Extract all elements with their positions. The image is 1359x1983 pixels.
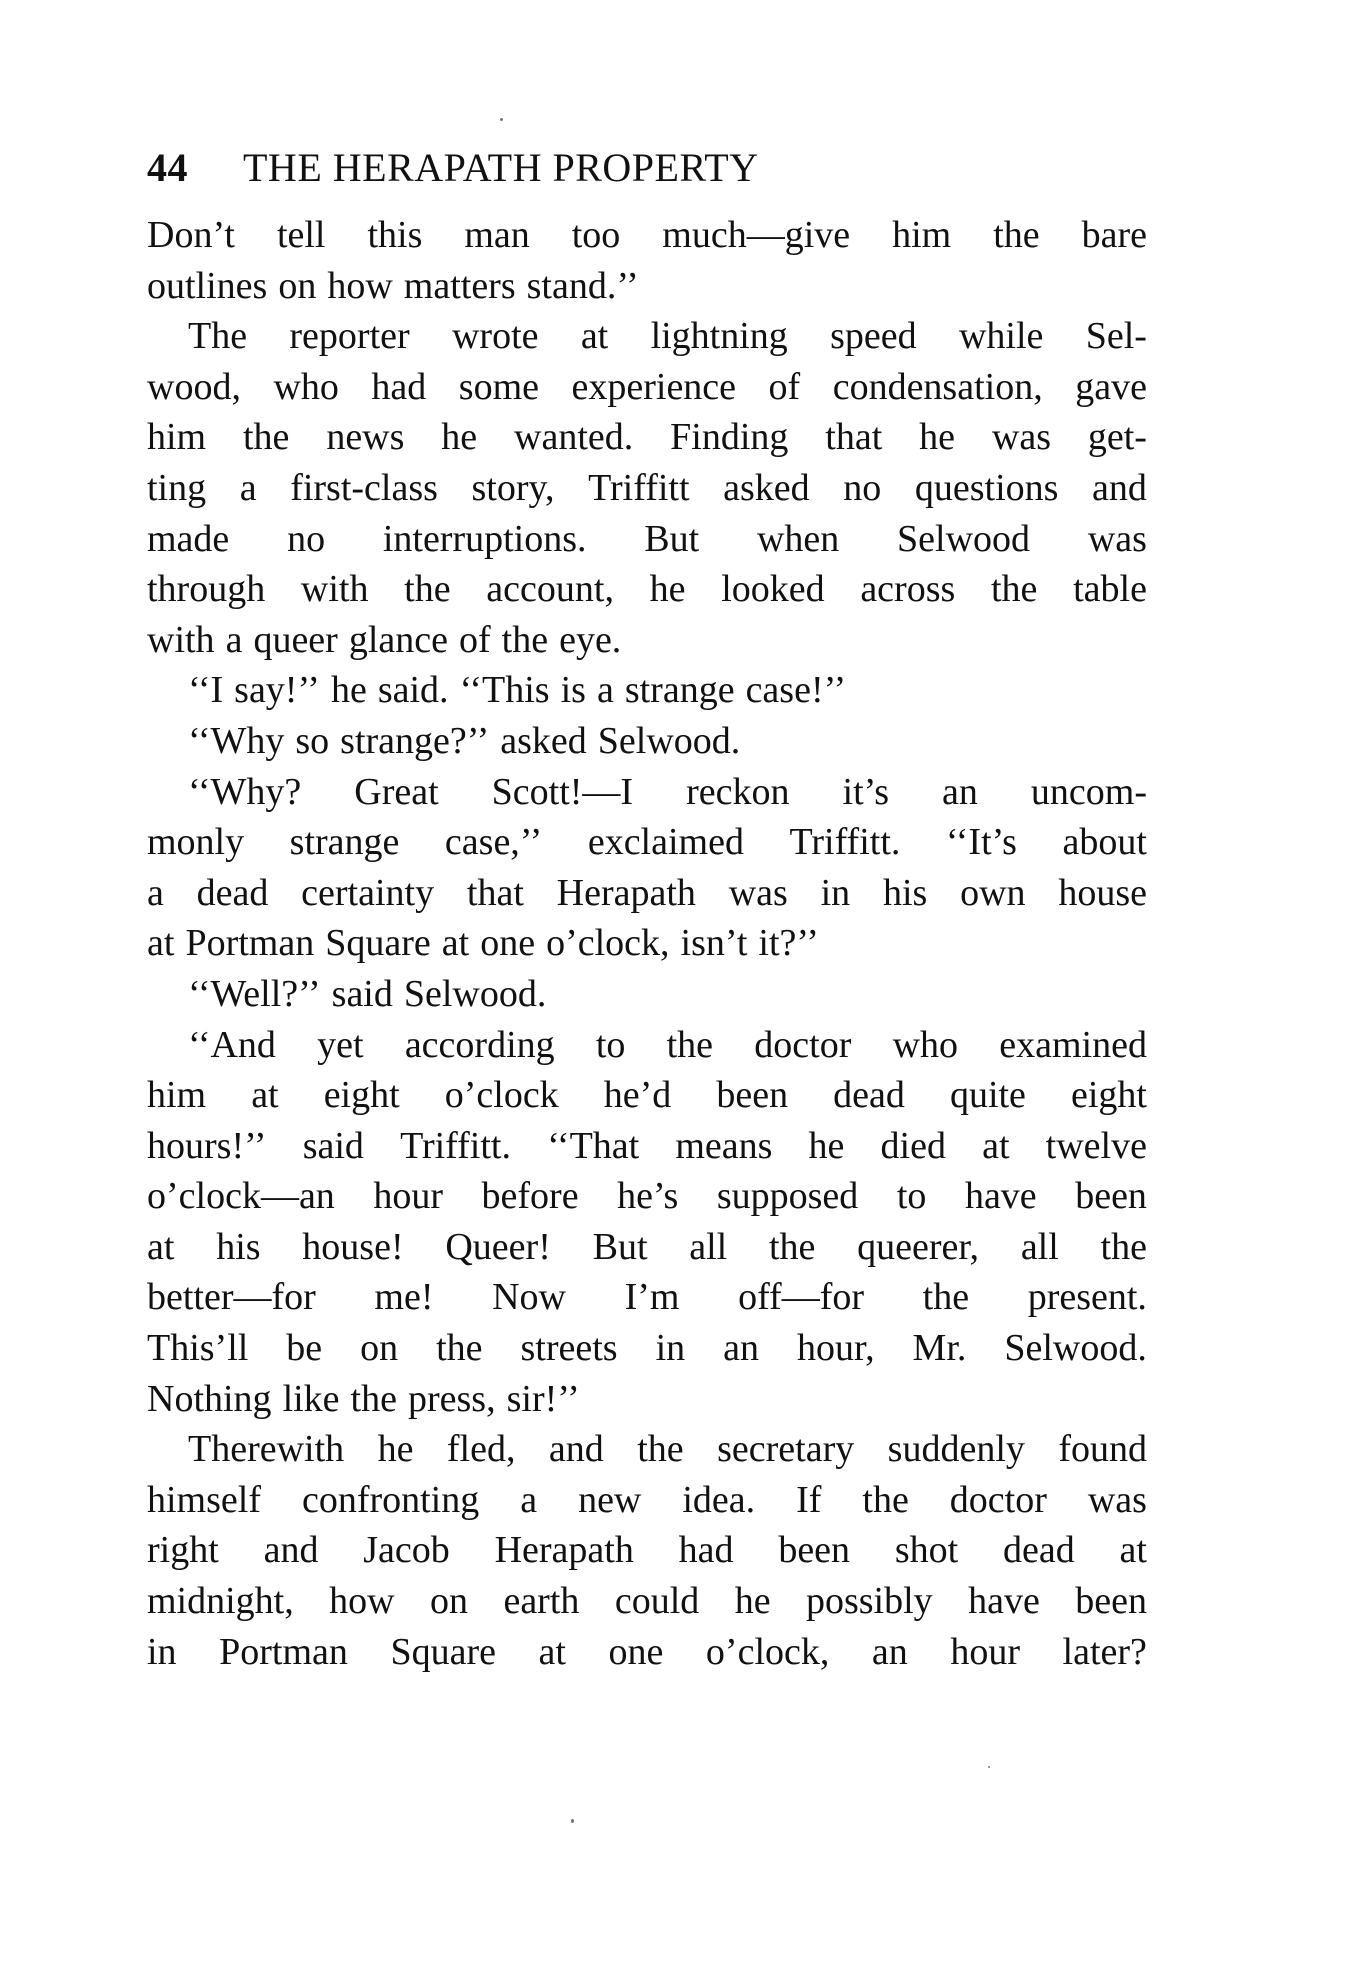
word: with: [147, 618, 215, 661]
word: this: [367, 214, 423, 256]
word: the: [993, 214, 1040, 256]
word: himself: [147, 1478, 261, 1521]
page-number: 44: [147, 145, 188, 190]
word: about: [1062, 821, 1147, 864]
print-speck: [988, 1766, 990, 1768]
word: But: [592, 1225, 648, 1268]
word: uncom-: [1030, 770, 1147, 813]
word: get-: [1087, 416, 1147, 459]
word: how: [327, 264, 393, 307]
word: looked: [721, 568, 825, 611]
word: story,: [471, 466, 555, 509]
word: hour: [950, 1630, 1020, 1673]
word: the: [990, 568, 1038, 611]
word: Triffitt: [588, 466, 690, 509]
word: much—give: [662, 214, 851, 256]
word: Queer!: [445, 1225, 551, 1268]
body-text: [147, 210, 1147, 1677]
word: to: [896, 1175, 927, 1218]
word: Don’t: [147, 214, 235, 256]
word: with: [300, 568, 369, 611]
word: died: [880, 1124, 946, 1167]
word: through: [147, 568, 266, 611]
word: across: [860, 568, 956, 611]
word: case,’’: [444, 821, 543, 864]
word: on: [278, 264, 317, 307]
word: it?’’: [758, 922, 819, 965]
word: possibly: [805, 1580, 933, 1623]
word: reckon: [686, 770, 790, 813]
word: he: [330, 669, 367, 712]
word: ‘‘Why: [188, 719, 285, 762]
word: o’clock: [444, 1074, 559, 1117]
word: the: [501, 618, 549, 661]
word: streets: [520, 1327, 618, 1370]
word: eight: [1070, 1074, 1147, 1117]
word: at: [538, 1630, 566, 1673]
word: was: [1087, 517, 1147, 560]
word: no: [843, 466, 882, 509]
word: the: [666, 1023, 714, 1066]
word: an: [942, 770, 978, 813]
word: a: [225, 618, 243, 661]
word: ‘‘Well?’’: [188, 972, 321, 1015]
word: hour,: [796, 1327, 875, 1370]
word: and: [548, 1428, 604, 1471]
word: too: [571, 214, 621, 256]
word: the: [436, 1327, 483, 1370]
text-line: [147, 1171, 1147, 1222]
text-line: [147, 1627, 1147, 1678]
word: Selwood.: [1004, 1327, 1147, 1370]
text-line: [147, 1070, 1147, 1121]
word: he’d: [603, 1074, 672, 1117]
word: made: [147, 517, 230, 560]
word: so: [295, 719, 330, 762]
word: later?: [1062, 1630, 1147, 1673]
word: at: [580, 315, 609, 358]
word: in: [655, 1327, 686, 1370]
word: Square: [325, 922, 431, 965]
word: ‘‘That: [547, 1124, 640, 1167]
text-line: [147, 362, 1147, 413]
word: outlines: [147, 264, 268, 307]
word: o’clock,: [705, 1630, 830, 1673]
word: fled,: [446, 1428, 516, 1471]
word: account,: [486, 568, 614, 611]
word: Selwood.: [597, 719, 741, 762]
word: Great: [354, 770, 439, 813]
word: midnight,: [147, 1580, 294, 1623]
word: ‘‘This: [459, 669, 550, 712]
word: was: [728, 871, 788, 914]
word: better—for: [147, 1276, 316, 1319]
text-line: [147, 1475, 1147, 1526]
word: a: [520, 1478, 538, 1521]
word: an: [871, 1630, 908, 1673]
word: queer: [253, 618, 338, 661]
word: yet: [317, 1023, 364, 1066]
word: Portman: [185, 922, 315, 965]
word: him: [147, 416, 207, 459]
word: when: [756, 517, 840, 560]
word: at: [251, 1074, 279, 1117]
text-line: [147, 969, 1147, 1020]
word: The: [188, 315, 248, 358]
word: he: [734, 1580, 771, 1623]
word: If: [796, 1478, 822, 1521]
word: ting: [147, 466, 207, 509]
text-line: [147, 1323, 1147, 1374]
word: on: [360, 1327, 399, 1370]
word: been: [716, 1074, 789, 1117]
word: a: [147, 871, 164, 914]
word: while: [958, 315, 1044, 358]
text-line: [147, 412, 1147, 463]
word: But: [644, 517, 700, 560]
word: experience: [571, 365, 737, 408]
word: be: [286, 1327, 323, 1370]
word: eight: [323, 1074, 400, 1117]
word: lightning: [650, 315, 788, 358]
word: Portman: [219, 1630, 348, 1673]
word: in: [147, 1630, 177, 1673]
word: man: [464, 214, 530, 256]
word: Finding: [670, 416, 789, 459]
word: monly: [147, 821, 245, 864]
word: gave: [1075, 365, 1147, 408]
word: Herapath: [556, 871, 696, 914]
text-line: [147, 514, 1147, 565]
word: speed: [830, 315, 917, 358]
word: on: [430, 1580, 469, 1623]
word: asked: [500, 719, 587, 762]
word: queerer,: [857, 1225, 980, 1268]
word: he: [377, 1428, 414, 1471]
word: been: [1075, 1580, 1147, 1623]
text-line: [147, 1121, 1147, 1172]
word: idea.: [682, 1478, 756, 1521]
word: had: [678, 1529, 734, 1572]
text-line: [147, 1525, 1147, 1576]
text-line: [147, 918, 1147, 969]
word: hours!’’: [147, 1124, 267, 1167]
word: quite: [949, 1074, 1026, 1117]
word: me!: [374, 1276, 434, 1319]
word: present.: [1027, 1276, 1147, 1319]
word: it’s: [842, 770, 889, 813]
word: the: [922, 1276, 970, 1319]
print-speck: [500, 118, 503, 121]
word: the: [350, 1377, 397, 1420]
word: the: [243, 416, 290, 459]
word: according: [404, 1023, 555, 1066]
word: of: [458, 618, 491, 661]
text-line: [147, 615, 1147, 666]
text-line: [147, 311, 1147, 362]
word: the: [637, 1428, 684, 1471]
word: some: [458, 365, 539, 408]
word: before: [481, 1175, 579, 1218]
word: a: [596, 669, 614, 712]
word: he: [441, 416, 478, 459]
word: confronting: [301, 1478, 480, 1521]
word: he: [649, 568, 686, 611]
word: his: [882, 871, 928, 914]
word: strange: [624, 669, 735, 712]
word: he’s: [617, 1175, 679, 1218]
word: examined: [999, 1023, 1147, 1066]
word: is: [560, 669, 586, 712]
word: who: [892, 1023, 959, 1066]
word: said.: [377, 669, 449, 712]
word: wood,: [147, 365, 241, 408]
word: no: [287, 517, 326, 560]
word: eye.: [559, 618, 622, 661]
word: Nothing: [147, 1377, 272, 1420]
word: been: [1075, 1175, 1147, 1218]
word: new: [578, 1478, 642, 1521]
word: table: [1073, 568, 1147, 611]
text-line: [147, 1020, 1147, 1071]
word: in: [820, 871, 851, 914]
word: he: [808, 1124, 845, 1167]
word: sir!’’: [506, 1377, 580, 1420]
word: matters: [403, 264, 516, 307]
word: that: [825, 416, 883, 459]
word: strange?’’: [340, 719, 490, 762]
word: means: [675, 1124, 773, 1167]
word: the: [862, 1478, 909, 1521]
word: reporter: [289, 315, 410, 358]
word: was: [991, 416, 1051, 459]
word: doctor: [754, 1023, 852, 1066]
word: was: [1087, 1478, 1147, 1521]
text-line: [147, 817, 1147, 868]
word: twelve: [1045, 1124, 1147, 1167]
word: Jacob: [363, 1529, 450, 1572]
word: wanted.: [514, 416, 634, 459]
word: own: [960, 871, 1026, 914]
word: who: [273, 365, 339, 408]
text-line: [147, 767, 1147, 818]
text-line: [147, 868, 1147, 919]
word: This’ll: [147, 1327, 249, 1370]
text-line: [147, 1424, 1147, 1475]
word: doctor: [949, 1478, 1047, 1521]
word: Triffitt.: [789, 821, 901, 864]
word: that: [466, 871, 524, 914]
word: supposed: [716, 1175, 859, 1218]
word: o’clock,: [546, 922, 670, 965]
word: found: [1058, 1428, 1147, 1471]
word: said: [331, 972, 393, 1015]
word: Square: [390, 1630, 496, 1673]
word: case!’’: [745, 669, 847, 712]
running-title: THE HERAPATH PROPERTY: [243, 145, 759, 190]
word: off—for: [738, 1276, 865, 1319]
word: like: [282, 1377, 340, 1420]
word: been: [778, 1529, 851, 1572]
word: asked: [723, 466, 810, 509]
word: could: [614, 1580, 700, 1623]
word: Selwood.: [403, 972, 547, 1015]
word: him: [892, 214, 952, 256]
word: condensation,: [832, 365, 1043, 408]
word: one: [608, 1630, 664, 1673]
text-line: [147, 716, 1147, 767]
word: dead: [833, 1074, 905, 1117]
text-line: [147, 210, 1147, 261]
running-head: [147, 138, 1147, 198]
word: tell: [276, 214, 326, 256]
word: ‘‘I: [188, 669, 224, 712]
word: an: [723, 1327, 759, 1370]
text-line: [147, 1576, 1147, 1627]
word: the: [1100, 1225, 1147, 1268]
word: stand.’’: [526, 264, 639, 307]
word: of: [768, 365, 801, 408]
word: his: [216, 1225, 261, 1268]
word: dead: [196, 871, 269, 914]
text-line: [147, 665, 1147, 716]
word: shot: [894, 1529, 959, 1572]
word: wrote: [451, 315, 539, 358]
word: all: [689, 1225, 728, 1268]
word: at: [441, 922, 470, 965]
word: at: [1119, 1529, 1147, 1572]
word: strange: [289, 821, 400, 864]
word: certainty: [301, 871, 435, 914]
word: Herapath: [494, 1529, 634, 1572]
text-line: [147, 463, 1147, 514]
print-speck: [571, 1819, 574, 1823]
word: house!: [302, 1225, 404, 1268]
word: said: [302, 1124, 364, 1167]
word: say!’’: [234, 669, 320, 712]
text-line: [147, 564, 1147, 615]
word: to: [595, 1023, 626, 1066]
word: Selwood: [897, 517, 1031, 560]
word: the: [404, 568, 451, 611]
word: he: [919, 416, 956, 459]
word: earth: [503, 1580, 580, 1623]
word: ‘‘Why?: [188, 770, 302, 813]
word: press,: [407, 1377, 496, 1420]
word: him: [147, 1074, 207, 1117]
word: have: [968, 1580, 1040, 1623]
word: questions: [914, 466, 1059, 509]
word: the: [768, 1225, 816, 1268]
text-line: [147, 1374, 1147, 1425]
word: house: [1058, 871, 1147, 914]
word: o’clock—an: [147, 1175, 335, 1218]
word: hour: [373, 1175, 443, 1218]
word: ‘‘And: [188, 1023, 276, 1066]
word: suddenly: [887, 1428, 1025, 1471]
word: have: [964, 1175, 1037, 1218]
word: at: [982, 1124, 1010, 1167]
word: all: [1020, 1225, 1059, 1268]
word: and: [1092, 466, 1147, 509]
word: one: [480, 922, 536, 965]
word: exclaimed: [587, 821, 744, 864]
word: secretary: [717, 1428, 855, 1471]
word: at: [147, 922, 175, 965]
word: Mr.: [912, 1327, 967, 1370]
word: I’m: [624, 1276, 680, 1319]
text-line: [147, 1272, 1147, 1323]
word: news: [326, 416, 405, 459]
word: a: [239, 466, 257, 509]
word: how: [329, 1580, 395, 1623]
word: Therewith: [188, 1428, 345, 1471]
word: and: [263, 1529, 319, 1572]
word: Triffitt.: [400, 1124, 511, 1167]
word: interruptions.: [382, 517, 587, 560]
word: Scott!—I: [491, 770, 634, 813]
word: Sel-: [1085, 315, 1147, 358]
word: first-class: [290, 466, 438, 509]
word: at: [147, 1225, 175, 1268]
text-line: [147, 1222, 1147, 1273]
word: bare: [1081, 214, 1147, 256]
word: ‘‘It’s: [945, 821, 1017, 864]
word: isn’t: [680, 922, 748, 965]
text-line: [147, 261, 1147, 312]
word: Now: [492, 1276, 566, 1319]
word: right: [147, 1529, 219, 1572]
word: glance: [348, 618, 448, 661]
word: dead: [1003, 1529, 1075, 1572]
word: had: [371, 365, 427, 408]
